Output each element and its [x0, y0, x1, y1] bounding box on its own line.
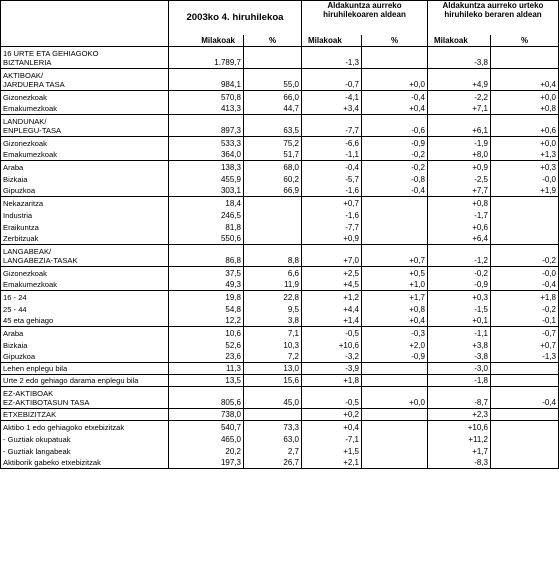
prev-quarter-change-percent: -0,2: [362, 149, 428, 161]
prev-quarter-change-percent: +0,4: [362, 103, 428, 115]
table-row: [1, 409, 559, 421]
thousands-value: 364,0: [169, 149, 244, 161]
table-row: [1, 445, 559, 457]
change-prev-quarter-title: Aldakuntza aurreko hiruhilekoaren aldean: [302, 1, 428, 35]
year-change-percent: [491, 375, 559, 387]
thousands-value: 550,6: [169, 233, 244, 245]
percent-value: 9,5: [244, 303, 302, 315]
year-change-percent: +0,6: [491, 115, 559, 137]
prev-quarter-change-percent: [362, 457, 428, 469]
prev-quarter-change-percent: -0,3: [362, 327, 428, 339]
year-change-thousands: -1,1: [428, 327, 491, 339]
prev-quarter-change-thousands: +2,5: [302, 267, 362, 279]
row-label: Gizonezkoak: [1, 267, 169, 279]
percent-value: [244, 221, 302, 233]
year-change-thousands: -1,8: [428, 375, 491, 387]
year-change-thousands: -1,2: [428, 245, 491, 267]
year-change-thousands: +11,2: [428, 433, 491, 445]
percent-value: 8,8: [244, 245, 302, 267]
thousands-value: 1.789,7: [169, 47, 244, 69]
percent-value: 51,7: [244, 149, 302, 161]
year-change-thousands: +6,1: [428, 115, 491, 137]
percent-value: 22,8: [244, 291, 302, 303]
year-change-percent: -0,4: [491, 279, 559, 291]
table-body: [1, 47, 559, 469]
thousands-value: 23,6: [169, 351, 244, 363]
year-change-thousands: -8,7: [428, 387, 491, 409]
table-row: [1, 433, 559, 445]
thousands-value: 37,5: [169, 267, 244, 279]
table-row: [1, 103, 559, 115]
percent-value: 10,3: [244, 339, 302, 351]
thousands-value: 465,0: [169, 433, 244, 445]
row-label: Eraikuntza: [1, 221, 169, 233]
prev-quarter-change-percent: +0,7: [362, 245, 428, 267]
year-change-percent: [491, 445, 559, 457]
table-row: [1, 339, 559, 351]
thousands-value: 246,5: [169, 209, 244, 221]
prev-quarter-change-percent: -0,8: [362, 173, 428, 185]
row-label: Industria: [1, 209, 169, 221]
year-change-percent: [491, 363, 559, 375]
year-change-percent: +0,7: [491, 339, 559, 351]
year-change-thousands: -2,5: [428, 173, 491, 185]
year-change-percent: -0,2: [491, 303, 559, 315]
thousands-value: 984,1: [169, 69, 244, 91]
row-label: LANGABEAK/ LANGABEZIA-TASAK: [1, 245, 169, 267]
row-label: 45 eta gehiago: [1, 315, 169, 327]
row-label: Bizkaia: [1, 173, 169, 185]
prev-quarter-change-thousands: -7,7: [302, 115, 362, 137]
period-title: 2003ko 4. hiruhilekoa: [169, 1, 302, 35]
prev-quarter-change-thousands: +0,4: [302, 421, 362, 433]
thousands-value: 805,6: [169, 387, 244, 409]
year-change-thousands: +4,9: [428, 69, 491, 91]
year-change-thousands: -1,9: [428, 137, 491, 149]
row-label: Gipuzkoa: [1, 351, 169, 363]
prev-quarter-change-percent: +0,4: [362, 315, 428, 327]
row-label: Bizkaia: [1, 339, 169, 351]
percent-value: 7,1: [244, 327, 302, 339]
row-label: Lehen enplegu bila: [1, 363, 169, 375]
table-row: [1, 303, 559, 315]
unit-percent: %: [362, 35, 428, 47]
year-change-thousands: +7,7: [428, 185, 491, 197]
percent-value: 60,2: [244, 173, 302, 185]
thousands-value: 897,3: [169, 115, 244, 137]
percent-value: 66,0: [244, 91, 302, 103]
row-label: Zerbitzuak: [1, 233, 169, 245]
prev-quarter-change-percent: -0,9: [362, 351, 428, 363]
prev-quarter-change-thousands: -4,1: [302, 91, 362, 103]
prev-quarter-change-percent: -0,4: [362, 185, 428, 197]
year-change-percent: [491, 433, 559, 445]
table-row: [1, 267, 559, 279]
table-row: [1, 327, 559, 339]
unit-percent: %: [491, 35, 559, 47]
prev-quarter-change-percent: [362, 409, 428, 421]
year-change-thousands: +3,8: [428, 339, 491, 351]
year-change-thousands: +8,0: [428, 149, 491, 161]
percent-value: 73,3: [244, 421, 302, 433]
table-row: [1, 387, 559, 409]
table-row: [1, 351, 559, 363]
table-row: [1, 149, 559, 161]
row-label: EZ-AKTIBOAK EZ-AKTIBOTASUN TASA: [1, 387, 169, 409]
thousands-value: 13,5: [169, 375, 244, 387]
year-change-thousands: +7,1: [428, 103, 491, 115]
table-row: [1, 245, 559, 267]
row-label: 16 URTE ETA GEHIAGOKO BIZTANLERIA: [1, 47, 169, 69]
year-change-percent: [491, 421, 559, 433]
percent-value: 68,0: [244, 161, 302, 173]
prev-quarter-change-thousands: +1,2: [302, 291, 362, 303]
row-label: Gipuzkoa: [1, 185, 169, 197]
table-row: [1, 363, 559, 375]
table-row: [1, 291, 559, 303]
year-change-percent: -0,0: [491, 267, 559, 279]
row-label: Araba: [1, 327, 169, 339]
prev-quarter-change-thousands: +1,8: [302, 375, 362, 387]
percent-value: 15,6: [244, 375, 302, 387]
row-label: ETXEBIZITZAK: [1, 409, 169, 421]
year-change-thousands: +0,3: [428, 291, 491, 303]
thousands-value: 455,9: [169, 173, 244, 185]
year-change-percent: -0,7: [491, 327, 559, 339]
table-row: [1, 421, 559, 433]
percent-value: 13,0: [244, 363, 302, 375]
year-change-percent: [491, 409, 559, 421]
prev-quarter-change-thousands: -1,1: [302, 149, 362, 161]
table-row: [1, 315, 559, 327]
row-label: AKTIBOAK/ JARDUERA TASA: [1, 69, 169, 91]
table-row: [1, 47, 559, 69]
row-label: Gizonezkoak: [1, 91, 169, 103]
row-label: Emakumezkoak: [1, 103, 169, 115]
year-change-percent: +0,0: [491, 137, 559, 149]
percent-value: 44,7: [244, 103, 302, 115]
row-label: 25 - 44: [1, 303, 169, 315]
prev-quarter-change-percent: [362, 47, 428, 69]
thousands-value: 10,6: [169, 327, 244, 339]
year-change-percent: -0,2: [491, 245, 559, 267]
year-change-thousands: -0,9: [428, 279, 491, 291]
thousands-value: 49,3: [169, 279, 244, 291]
thousands-value: 197,3: [169, 457, 244, 469]
prev-quarter-change-thousands: -7,7: [302, 221, 362, 233]
year-change-thousands: -3,0: [428, 363, 491, 375]
thousands-value: 86,8: [169, 245, 244, 267]
row-label: Emakumezkoak: [1, 279, 169, 291]
thousands-value: 570,8: [169, 91, 244, 103]
prev-quarter-change-thousands: -1,3: [302, 47, 362, 69]
row-label: - Guztiak okupatuak: [1, 433, 169, 445]
prev-quarter-change-thousands: +3,4: [302, 103, 362, 115]
thousands-value: 303,1: [169, 185, 244, 197]
thousands-value: 19,8: [169, 291, 244, 303]
year-change-thousands: +0,1: [428, 315, 491, 327]
year-change-percent: -0,1: [491, 315, 559, 327]
prev-quarter-change-percent: [362, 233, 428, 245]
percent-value: 45,0: [244, 387, 302, 409]
prev-quarter-change-percent: +0,8: [362, 303, 428, 315]
prev-quarter-change-thousands: +7,0: [302, 245, 362, 267]
prev-quarter-change-percent: +2,0: [362, 339, 428, 351]
prev-quarter-change-thousands: -7,1: [302, 433, 362, 445]
table-row: [1, 161, 559, 173]
thousands-value: 138,3: [169, 161, 244, 173]
prev-quarter-change-thousands: +1,4: [302, 315, 362, 327]
prev-quarter-change-thousands: -0,5: [302, 327, 362, 339]
year-change-thousands: +1,7: [428, 445, 491, 457]
percent-value: [244, 409, 302, 421]
year-change-percent: [491, 221, 559, 233]
percent-value: [244, 233, 302, 245]
thousands-value: 81,8: [169, 221, 244, 233]
year-change-thousands: +6,4: [428, 233, 491, 245]
prev-quarter-change-percent: [362, 221, 428, 233]
year-change-percent: +0,8: [491, 103, 559, 115]
year-change-percent: +1,8: [491, 291, 559, 303]
table-row: [1, 209, 559, 221]
year-change-percent: [491, 197, 559, 209]
percent-value: [244, 209, 302, 221]
unit-thousands: Milakoak: [169, 35, 244, 47]
year-change-thousands: -2,2: [428, 91, 491, 103]
row-label: Urte 2 edo gehiago darama enplegu bila: [1, 375, 169, 387]
percent-value: 7,2: [244, 351, 302, 363]
year-change-percent: -0,4: [491, 387, 559, 409]
year-change-percent: +0,4: [491, 69, 559, 91]
percent-value: 3,8: [244, 315, 302, 327]
percent-value: 6,6: [244, 267, 302, 279]
prev-quarter-change-thousands: -3,9: [302, 363, 362, 375]
year-change-percent: [491, 233, 559, 245]
row-label: LANDUNAK/ ENPLEGU-TASA: [1, 115, 169, 137]
table-row: [1, 221, 559, 233]
year-change-thousands: -1,5: [428, 303, 491, 315]
year-change-percent: [491, 47, 559, 69]
prev-quarter-change-thousands: -3,2: [302, 351, 362, 363]
thousands-value: 11,3: [169, 363, 244, 375]
prev-quarter-change-percent: -0,6: [362, 115, 428, 137]
prev-quarter-change-thousands: +0,2: [302, 409, 362, 421]
unit-thousands: Milakoak: [302, 35, 362, 47]
thousands-value: 52,6: [169, 339, 244, 351]
table-row: [1, 279, 559, 291]
prev-quarter-change-percent: [362, 375, 428, 387]
prev-quarter-change-percent: +0,0: [362, 387, 428, 409]
year-change-percent: +0,0: [491, 91, 559, 103]
percent-value: [244, 47, 302, 69]
prev-quarter-change-thousands: +1,5: [302, 445, 362, 457]
thousands-value: 533,3: [169, 137, 244, 149]
table-row: [1, 197, 559, 209]
prev-quarter-change-thousands: -1,6: [302, 185, 362, 197]
table-row: [1, 185, 559, 197]
table-row: [1, 173, 559, 185]
year-change-percent: [491, 457, 559, 469]
prev-quarter-change-thousands: -0,7: [302, 69, 362, 91]
prev-quarter-change-thousands: +10,6: [302, 339, 362, 351]
prev-quarter-change-percent: -0,2: [362, 161, 428, 173]
year-change-thousands: -1,7: [428, 209, 491, 221]
prev-quarter-change-percent: [362, 363, 428, 375]
change-same-quarter-prev-year-title: Aldakuntza aurreko urteko hiruhileko beraren aldean: [428, 1, 559, 35]
year-change-percent: -0,0: [491, 173, 559, 185]
table-row: [1, 457, 559, 469]
year-change-percent: [491, 209, 559, 221]
year-change-percent: +1,9: [491, 185, 559, 197]
percent-value: 63,0: [244, 433, 302, 445]
percent-value: 55,0: [244, 69, 302, 91]
thousands-value: 738,0: [169, 409, 244, 421]
row-label: - Guztiak langabeak: [1, 445, 169, 457]
percent-value: 75,2: [244, 137, 302, 149]
year-change-thousands: +10,6: [428, 421, 491, 433]
prev-quarter-change-percent: [362, 209, 428, 221]
year-change-thousands: -0,2: [428, 267, 491, 279]
prev-quarter-change-thousands: +0,7: [302, 197, 362, 209]
percent-value: 2,7: [244, 445, 302, 457]
year-change-percent: -1,3: [491, 351, 559, 363]
prev-quarter-change-thousands: -0,4: [302, 161, 362, 173]
prev-quarter-change-thousands: +0,9: [302, 233, 362, 245]
percent-value: 11,9: [244, 279, 302, 291]
prev-quarter-change-percent: -0,4: [362, 91, 428, 103]
row-label: Emakumezkoak: [1, 149, 169, 161]
header-corner-bottom: [1, 35, 169, 47]
year-change-thousands: -3,8: [428, 47, 491, 69]
prev-quarter-change-percent: +0,0: [362, 69, 428, 91]
year-change-thousands: -3,8: [428, 351, 491, 363]
row-label: Aktiborik gabeko etxebizitzak: [1, 457, 169, 469]
percent-value: 63,5: [244, 115, 302, 137]
prev-quarter-change-thousands: -5,7: [302, 173, 362, 185]
prev-quarter-change-percent: [362, 445, 428, 457]
prev-quarter-change-thousands: +2,1: [302, 457, 362, 469]
row-label: Aktibo 1 edo gehiagoko etxebizitzak: [1, 421, 169, 433]
year-change-thousands: +0,9: [428, 161, 491, 173]
unit-percent: %: [244, 35, 302, 47]
prev-quarter-change-percent: [362, 433, 428, 445]
prev-quarter-change-thousands: -1,6: [302, 209, 362, 221]
thousands-value: 54,8: [169, 303, 244, 315]
year-change-thousands: +0,6: [428, 221, 491, 233]
prev-quarter-change-percent: +1,0: [362, 279, 428, 291]
percent-value: [244, 197, 302, 209]
row-label: Araba: [1, 161, 169, 173]
row-label: Gizonezkoak: [1, 137, 169, 149]
year-change-percent: +0,3: [491, 161, 559, 173]
year-change-thousands: +2,3: [428, 409, 491, 421]
year-change-thousands: -8,3: [428, 457, 491, 469]
unit-thousands: Milakoak: [428, 35, 491, 47]
table-row: [1, 115, 559, 137]
table-row: [1, 233, 559, 245]
prev-quarter-change-thousands: +4,5: [302, 279, 362, 291]
thousands-value: 12,2: [169, 315, 244, 327]
percent-value: 26,7: [244, 457, 302, 469]
table-row: [1, 91, 559, 103]
thousands-value: 413,3: [169, 103, 244, 115]
thousands-value: 540,7: [169, 421, 244, 433]
year-change-percent: +1,3: [491, 149, 559, 161]
year-change-thousands: +0,8: [428, 197, 491, 209]
prev-quarter-change-percent: [362, 197, 428, 209]
row-label: Nekazaritza: [1, 197, 169, 209]
prev-quarter-change-percent: +1,7: [362, 291, 428, 303]
percent-value: 66,9: [244, 185, 302, 197]
header-corner: [1, 1, 169, 35]
row-label: 16 - 24: [1, 291, 169, 303]
thousands-value: 18,4: [169, 197, 244, 209]
prev-quarter-change-percent: [362, 421, 428, 433]
prev-quarter-change-thousands: -0,5: [302, 387, 362, 409]
prev-quarter-change-percent: +0,5: [362, 267, 428, 279]
table-row: [1, 69, 559, 91]
table-row: [1, 375, 559, 387]
prev-quarter-change-percent: -0,9: [362, 137, 428, 149]
thousands-value: 20,2: [169, 445, 244, 457]
prev-quarter-change-thousands: -6,6: [302, 137, 362, 149]
prev-quarter-change-thousands: +4,4: [302, 303, 362, 315]
table-row: [1, 137, 559, 149]
